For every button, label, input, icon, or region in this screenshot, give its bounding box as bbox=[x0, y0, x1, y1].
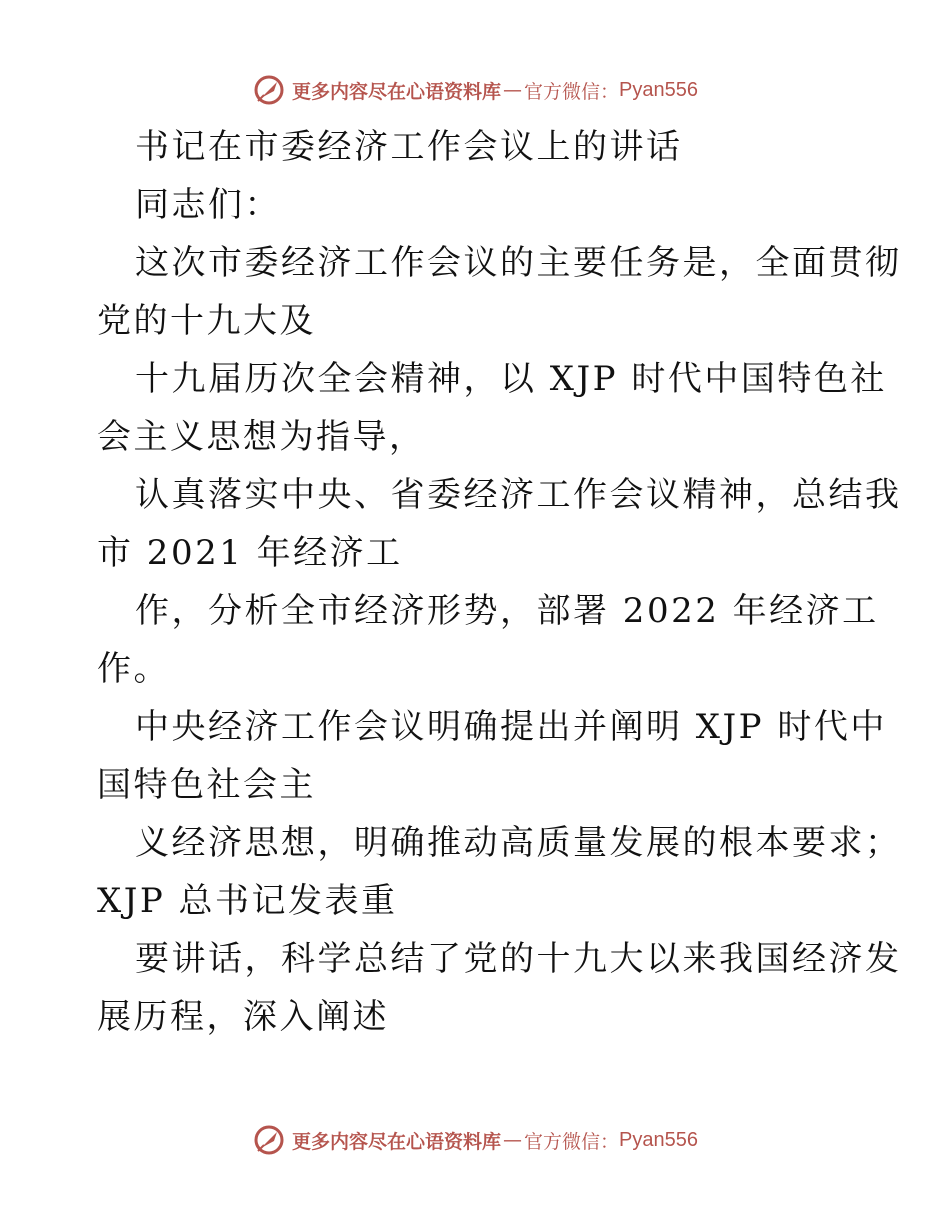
text-line: 中央经济工作会议明确提出并阐明 XJP 时代中 bbox=[135, 707, 887, 747]
text-line: 作。 bbox=[97, 649, 170, 689]
text-line: 展历程，深入阐述 bbox=[97, 997, 389, 1037]
quill-logo-icon bbox=[252, 73, 286, 107]
quill-logo-icon bbox=[252, 1123, 286, 1157]
watermark-brand: 更多内容尽在心语资料库 bbox=[292, 80, 502, 103]
watermark-wechat-id: Pyan556 bbox=[619, 1128, 698, 1151]
text-line: XJP 总书记发表重 bbox=[97, 881, 398, 921]
watermark-wechat-label: 官方微信： bbox=[524, 1130, 620, 1153]
watermark-dash: — bbox=[503, 1129, 523, 1151]
watermark-brand: 更多内容尽在心语资料库 bbox=[292, 1130, 502, 1153]
document-body bbox=[97, 118, 902, 1046]
watermark-dash: — bbox=[503, 79, 523, 101]
text-line: 认真落实中央、省委经济工作会议精神，总结我 bbox=[135, 475, 902, 515]
text-line: 市 2021 年经济工 bbox=[97, 533, 403, 573]
watermark-wechat-id: Pyan556 bbox=[619, 78, 698, 101]
header-watermark bbox=[0, 70, 950, 110]
text-line: 会主义思想为指导， bbox=[97, 417, 426, 457]
text-line: 国特色社会主 bbox=[97, 765, 316, 805]
text-line: 义经济思想，明确推动高质量发展的根本要求； bbox=[135, 823, 902, 863]
text-line: 作，分析全市经济形势，部署 2022 年经济工 bbox=[135, 591, 879, 631]
footer-watermark bbox=[0, 1120, 950, 1160]
document-title: 书记在市委经济工作会议上的讲话 bbox=[135, 127, 683, 167]
text-line: 这次市委经济工作会议的主要任务是，全面贯彻 bbox=[135, 243, 902, 283]
text-line: 党的十九大及 bbox=[97, 301, 316, 341]
text-line: 要讲话，科学总结了党的十九大以来我国经济发 bbox=[135, 939, 902, 979]
watermark-wechat-label: 官方微信： bbox=[524, 80, 620, 103]
text-line: 同志们： bbox=[135, 185, 281, 225]
text-line: 十九届历次全会精神，以 XJP 时代中国特色社 bbox=[135, 359, 887, 399]
